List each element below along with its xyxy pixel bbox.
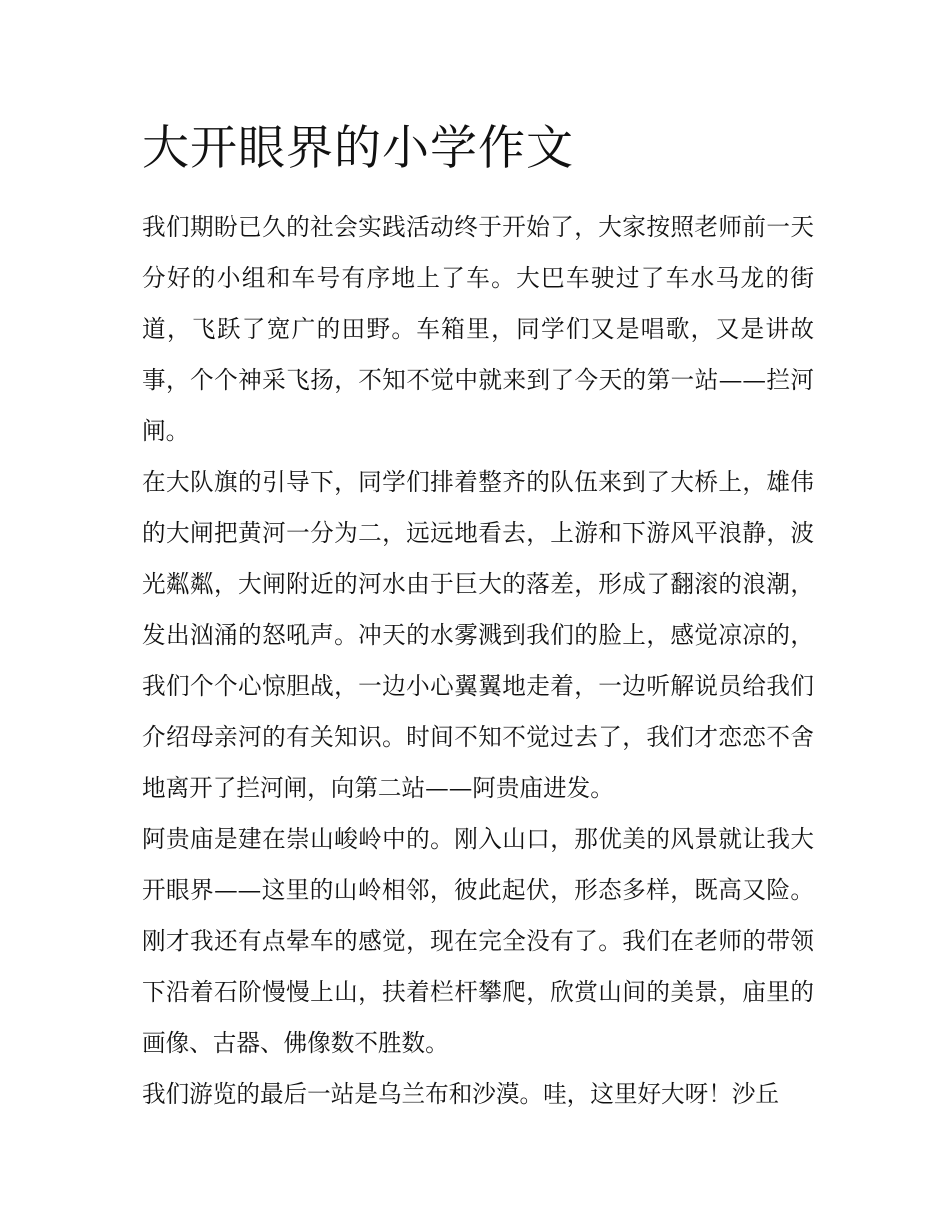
paragraph-1: 我们期盼已久的社会实践活动终于开始了，大家按照老师前一天分好的小组和车号有序地上了车。大巴车驶过了车水马龙的街道，飞跃了宽广的田野。车箱里，同学们又是唱歌，又是讲故事，个个神采飞扬，不知不觉中就来到了今天的第一站——拦河闸。	[142, 213, 814, 445]
paragraph-3: 阿贵庙是建在崇山峻岭中的。刚入山口，那优美的风景就让我大开眼界——这里的山岭相邻，彼此起伏，形态多样，既高又险。刚才我还有点晕车的感觉，现在完全没有了。我们在老师的带领下沿着石阶慢慢上山，扶着栏杆攀爬，欣赏山间的美景，庙里的画像、古器、佛像数不胜数。	[142, 825, 814, 1057]
document-title: 大开眼界的小学作文	[142, 121, 574, 176]
paragraph-2: 在大队旗的引导下，同学们排着整齐的队伍来到了大桥上，雄伟的大闸把黄河一分为二，远远地看去，上游和下游风平浪静，波光粼粼，大闸附近的河水由于巨大的落差，形成了翻滚的浪潮，发出汹涌的怒吼声。冲天的水雾溅到我们的脸上，感觉凉凉的，我们个个心惊胆战，一边小心翼翼地走着，一边听解说员给我们介绍母亲河的有关知识。时间不知不觉过去了，我们才恋恋不舍地离开了拦河闸，向第二站——阿贵庙进发。	[142, 468, 814, 802]
document-body	[142, 202, 814, 1120]
paragraph-4: 我们游览的最后一站是乌兰布和沙漠。哇，这里好大呀！沙丘	[142, 1080, 780, 1108]
document-page	[142, 118, 814, 1120]
